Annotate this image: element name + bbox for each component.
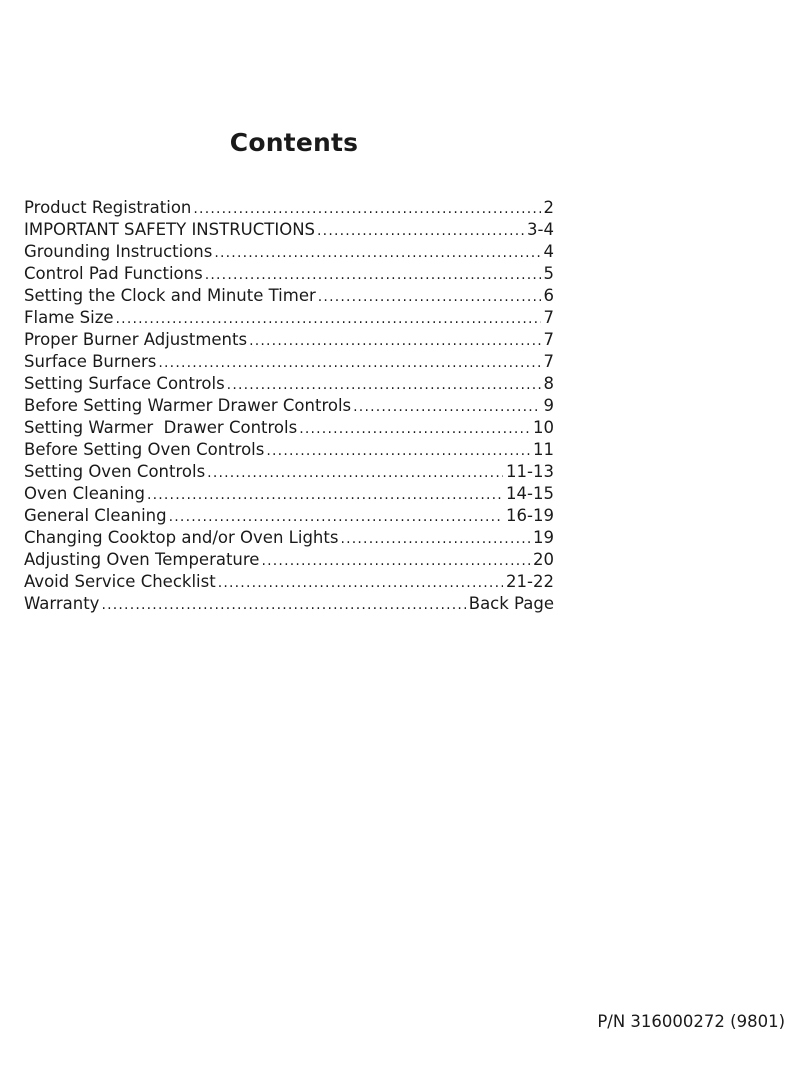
dot-leader (266, 440, 530, 462)
dot-leader (147, 484, 503, 506)
toc-entry-page: 14-15 (506, 484, 554, 503)
toc-entry-page: 20 (533, 550, 554, 569)
toc-entry-page: 3-4 (527, 220, 554, 239)
dot-leader (227, 374, 541, 396)
dot-leader (261, 550, 530, 572)
toc-entry-page: 7 (543, 330, 554, 349)
dot-leader (218, 572, 503, 594)
toc-entry-label: Setting the Clock and Minute Timer (24, 286, 316, 305)
toc-entry-page: 6 (543, 286, 554, 305)
toc-entry-label: Oven Cleaning (24, 484, 145, 503)
toc-entry-label: Setting Oven Controls (24, 462, 206, 481)
toc-entry-label: Control Pad Functions (24, 264, 203, 283)
dot-leader (193, 198, 540, 220)
toc-entry-warmer-drawer-controls[interactable] (24, 417, 554, 439)
toc-entry-page: 2 (543, 198, 554, 217)
toc-entry-surface-burners[interactable] (24, 351, 554, 373)
toc-entry-label: Adjusting Oven Temperature (24, 550, 260, 569)
toc-entry-safety-instructions[interactable] (24, 219, 554, 241)
table-of-contents (24, 197, 554, 615)
toc-entry-label: Setting Surface Controls (24, 374, 225, 393)
dot-leader (317, 220, 524, 242)
page-title: Contents (229, 128, 359, 157)
toc-entry-label: Warranty (24, 594, 100, 613)
dot-leader (169, 506, 503, 528)
toc-entry-page: 9 (543, 396, 554, 415)
toc-entry-label: IMPORTANT SAFETY INSTRUCTIONS (24, 220, 316, 239)
toc-entry-flame-size[interactable] (24, 307, 554, 329)
dot-leader (207, 462, 503, 484)
toc-entry-page: Back Page (468, 594, 554, 613)
toc-entry-label: Grounding Instructions (24, 242, 213, 261)
toc-entry-product-registration[interactable] (24, 197, 554, 219)
toc-entry-clock-and-timer[interactable] (24, 285, 554, 307)
toc-entry-label: Surface Burners (24, 352, 157, 371)
dot-leader (353, 396, 540, 418)
toc-entry-label: Product Registration (24, 198, 192, 217)
toc-entry-label: General Cleaning (24, 506, 167, 525)
toc-entry-label: Avoid Service Checklist (24, 572, 216, 591)
toc-entry-page: 16-19 (506, 506, 554, 525)
toc-entry-service-checklist[interactable] (24, 571, 554, 593)
toc-entry-warranty[interactable] (24, 593, 554, 615)
toc-entry-before-oven-controls[interactable] (24, 439, 554, 461)
toc-entry-page: 7 (543, 352, 554, 371)
toc-entry-label: Before Setting Oven Controls (24, 440, 265, 459)
dot-leader (205, 264, 541, 286)
toc-entry-oven-temperature[interactable] (24, 549, 554, 571)
toc-entry-burner-adjustments[interactable] (24, 329, 554, 351)
toc-entry-changing-lights[interactable] (24, 527, 554, 549)
toc-entry-label: Setting Warmer Drawer Controls (24, 418, 298, 437)
toc-entry-page: 11-13 (506, 462, 554, 481)
dot-leader (158, 352, 540, 374)
toc-entry-page: 21-22 (506, 572, 554, 591)
toc-entry-label: Proper Burner Adjustments (24, 330, 248, 349)
toc-entry-grounding-instructions[interactable] (24, 241, 554, 263)
dot-leader (340, 528, 530, 550)
toc-entry-oven-controls[interactable] (24, 461, 554, 483)
toc-entry-control-pad-functions[interactable] (24, 263, 554, 285)
toc-entry-page: 5 (543, 264, 554, 283)
dot-leader (116, 308, 541, 330)
toc-entry-page: 4 (543, 242, 554, 261)
dot-leader (299, 418, 530, 440)
toc-entry-page: 19 (533, 528, 554, 547)
dot-leader (318, 286, 541, 308)
toc-entry-before-warmer-drawer[interactable] (24, 395, 554, 417)
dot-leader (249, 330, 540, 352)
toc-entry-label: Flame Size (24, 308, 114, 327)
toc-entry-page: 7 (543, 308, 554, 327)
dot-leader (101, 594, 465, 616)
toc-entry-label: Changing Cooktop and/or Oven Lights (24, 528, 339, 547)
dot-leader (214, 242, 540, 264)
toc-entry-surface-controls[interactable] (24, 373, 554, 395)
toc-entry-page: 10 (533, 418, 554, 437)
toc-entry-general-cleaning[interactable] (24, 505, 554, 527)
toc-entry-oven-cleaning[interactable] (24, 483, 554, 505)
toc-entry-page: 8 (543, 374, 554, 393)
toc-entry-label: Before Setting Warmer Drawer Controls (24, 396, 352, 415)
part-number: P/N 316000272 (9801) (597, 1012, 785, 1031)
toc-entry-page: 11 (533, 440, 554, 459)
